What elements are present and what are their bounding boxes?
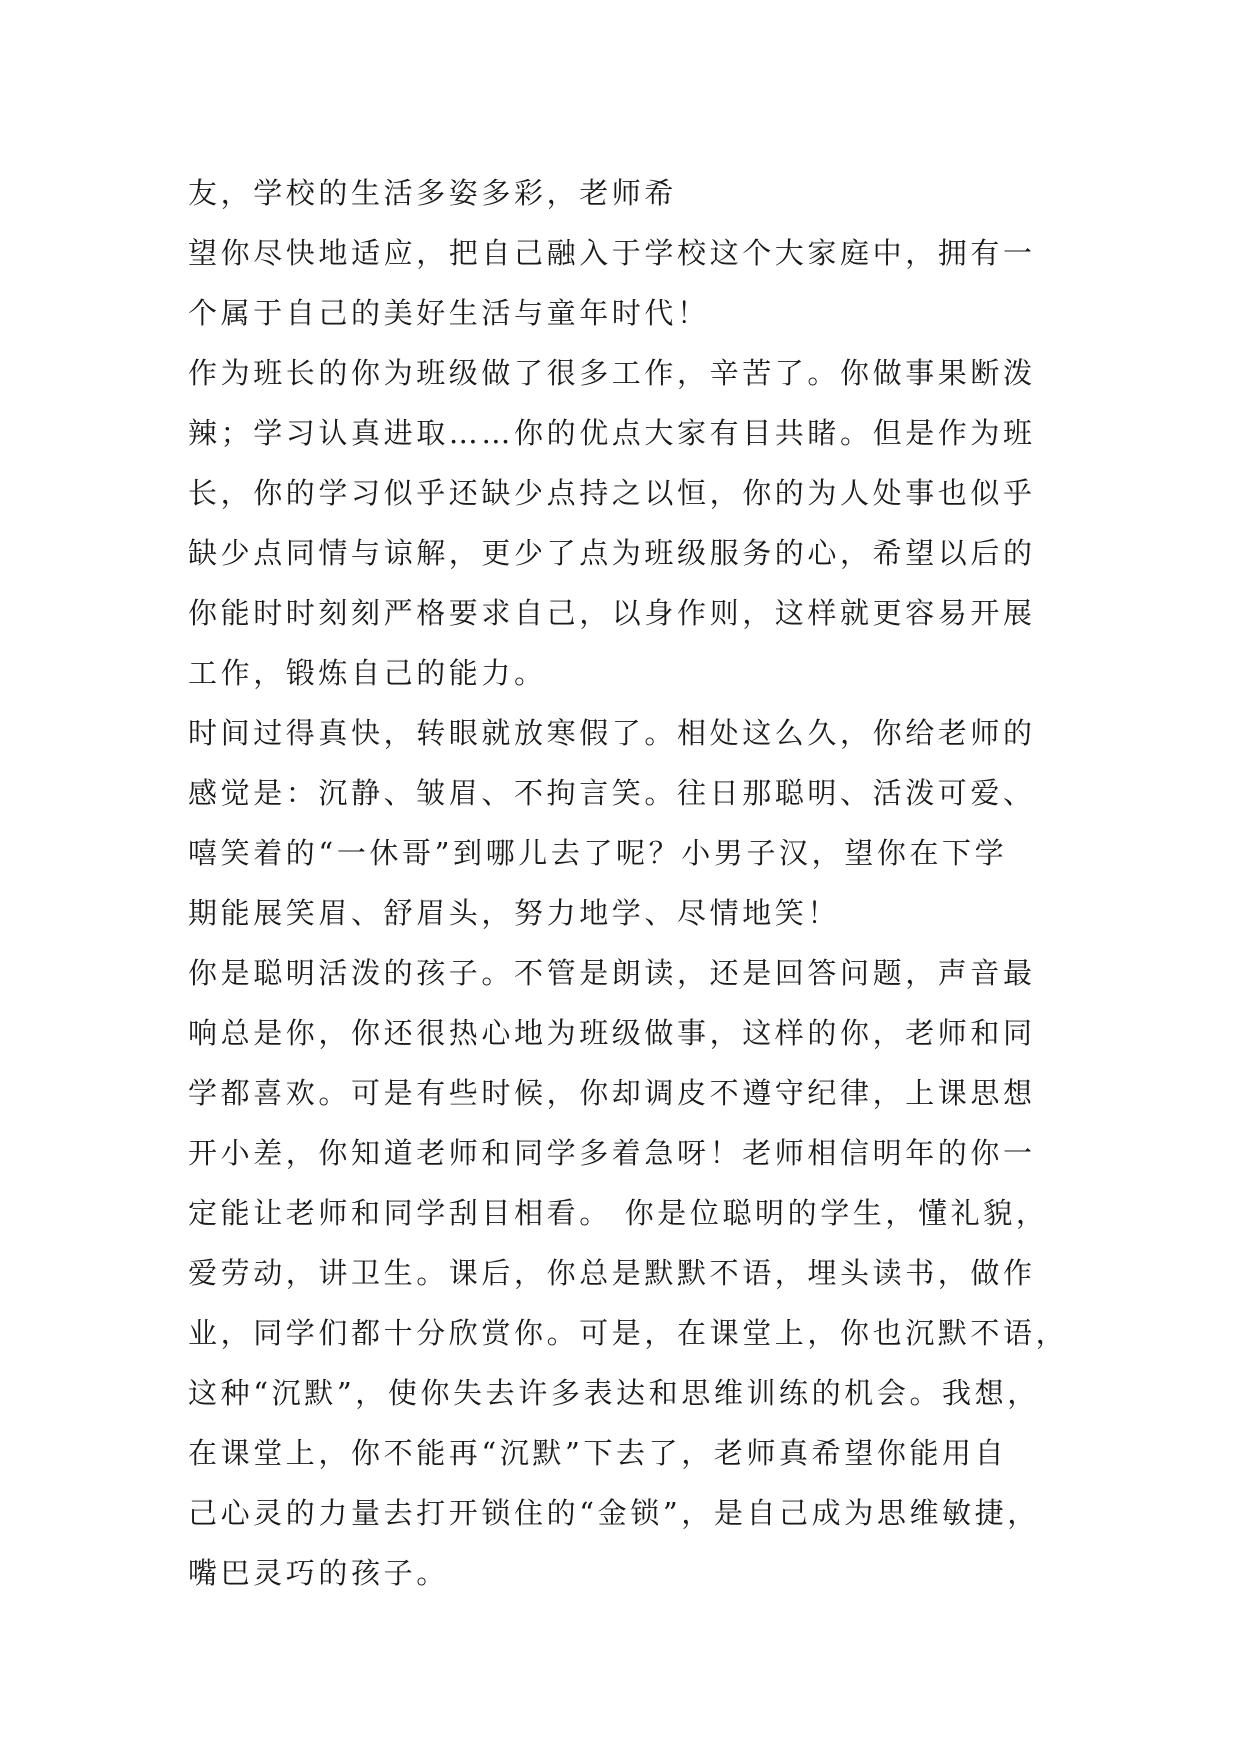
document-body xyxy=(188,163,1078,1603)
text-line: 嘴巴灵巧的孩子。 xyxy=(188,1556,449,1590)
text-line: 感觉是：沉静、皱眉、不拘言笑。往日那聪明、活泼可爱、 xyxy=(188,776,1036,810)
text-line: 长，你的学习似乎还缺少点持之以恒，你的为人处事也似乎 xyxy=(188,476,1036,510)
text-line: 响总是你，你还很热心地为班级做事，这样的你，老师和同 xyxy=(188,1016,1036,1050)
text-line: 定能让老师和同学刮目相看。 你是位聪明的学生，懂礼貌， xyxy=(188,1196,1049,1230)
text-line: 望你尽快地适应，把自己融入于学校这个大家庭中，拥有一 xyxy=(188,236,1036,270)
text-line: 友，学校的生活多姿多彩，老师希 xyxy=(188,176,678,210)
text-line: 这种“沉默”，使你失去许多表达和思维训练的机会。我想， xyxy=(188,1376,1040,1410)
text-line: 爱劳动，讲卫生。课后，你总是默默不语，埋头读书，做作 xyxy=(188,1256,1036,1290)
text-line: 嘻笑着的“一休哥”到哪儿去了呢？小男子汉，望你在下学 xyxy=(188,836,1008,870)
text-line: 业，同学们都十分欣赏你。可是，在课堂上，你也沉默不语， xyxy=(188,1316,1069,1350)
text-line: 己心灵的力量去打开锁住的“金锁”，是自己成为思维敏捷， xyxy=(188,1496,1040,1530)
text-line: 工作，锻炼自己的能力。 xyxy=(188,656,547,690)
text-line: 缺少点同情与谅解，更少了点为班级服务的心，希望以后的 xyxy=(188,536,1036,570)
text-line: 时间过得真快，转眼就放寒假了。相处这么久，你给老师的 xyxy=(188,716,1036,750)
text-line: 开小差，你知道老师和同学多着急呀！老师相信明年的你一 xyxy=(188,1136,1036,1170)
text-line: 学都喜欢。可是有些时候，你却调皮不遵守纪律，上课思想 xyxy=(188,1076,1036,1110)
text-line: 你能时时刻刻严格要求自己，以身作则，这样就更容易开展 xyxy=(188,596,1036,630)
text-line: 个属于自己的美好生活与童年时代！ xyxy=(188,296,710,330)
text-line: 作为班长的你为班级做了很多工作，辛苦了。你做事果断泼 xyxy=(188,356,1036,390)
text-line: 你是聪明活泼的孩子。不管是朗读，还是回答问题，声音最 xyxy=(188,956,1036,990)
text-line: 在课堂上，你不能再“沉默”下去了，老师真希望你能用自 xyxy=(188,1436,1008,1470)
text-line: 期能展笑眉、舒眉头，努力地学、尽情地笑！ xyxy=(188,896,841,930)
text-line: 辣；学习认真进取……你的优点大家有目共睹。但是作为班 xyxy=(188,416,1036,450)
